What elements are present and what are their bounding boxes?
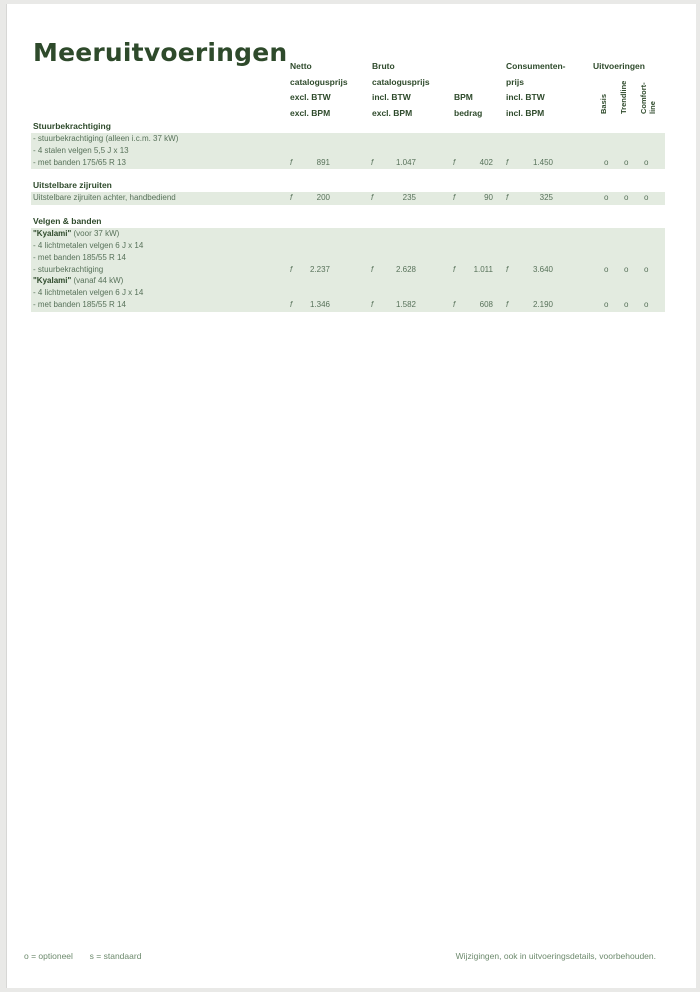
header-comfortline-line: line	[648, 101, 657, 114]
header-netto	[290, 59, 348, 121]
model-name: "Kyalami"	[33, 229, 72, 239]
currency-symbol: f	[506, 264, 509, 274]
header-bruto-line: Bruto	[372, 61, 395, 71]
header-comfortline	[639, 82, 648, 114]
currency-symbol: f	[371, 300, 374, 309]
row-description-line	[33, 193, 176, 202]
price-netto: 2.237	[309, 264, 330, 274]
header-uitvoeringen-label: Uitvoeringen	[593, 61, 645, 71]
row-description-text: - stuurbekrachtiging (alleen i.c.m. 37 kW)	[33, 134, 179, 143]
option-availability: o	[624, 157, 629, 167]
section-title: Uitstelbare zijruiten	[33, 180, 112, 191]
option-availability: o	[604, 300, 609, 309]
currency-symbol: f	[371, 193, 374, 203]
header-bpm	[454, 90, 482, 121]
row-description-line	[33, 265, 103, 274]
price-consument: 2.190	[532, 300, 553, 309]
currency-symbol: f	[290, 300, 293, 309]
legend	[24, 951, 141, 961]
header-comfortline-2	[648, 101, 657, 114]
price-consument: 325	[539, 193, 553, 203]
section-title: Velgen & banden	[33, 216, 102, 227]
header-uitvoeringen	[593, 59, 645, 75]
option-availability: o	[644, 193, 649, 203]
row-description-text: Uitstelbare zijruiten achter, handbediend	[33, 193, 176, 203]
row-description-line	[33, 300, 126, 309]
row-description-text: - met banden 175/65 R 13	[33, 157, 126, 167]
price-consument: 3.640	[532, 264, 553, 274]
option-availability: o	[604, 264, 609, 274]
option-availability: o	[644, 300, 649, 309]
currency-symbol: f	[290, 264, 293, 274]
table-row	[31, 228, 665, 276]
currency-symbol: f	[290, 157, 293, 167]
row-description-text: - stuurbekrachtiging	[33, 264, 104, 274]
option-availability: o	[624, 193, 629, 203]
model-name: "Kyalami"	[33, 276, 72, 286]
row-description-line	[33, 253, 126, 262]
header-consument-line: incl. BPM	[506, 107, 545, 118]
price-bpm: 402	[479, 157, 493, 167]
currency-symbol: f	[453, 193, 456, 203]
header-trendline: Trendline	[619, 80, 628, 114]
row-description-text: (voor 37 kW)	[71, 229, 120, 239]
row-description-line	[33, 276, 123, 285]
row-description-text: - 4 lichtmetalen velgen 6 J x 14	[33, 241, 144, 250]
legend-optional: o = optioneel	[24, 951, 73, 961]
page-title: Meeruitvoeringen	[33, 38, 288, 67]
price-netto: 891	[316, 157, 330, 167]
header-consument-line: Consumenten-	[506, 61, 566, 71]
price-bpm: 90	[484, 193, 493, 203]
currency-symbol: f	[371, 157, 374, 167]
price-netto: 200	[316, 193, 330, 203]
currency-symbol: f	[371, 264, 374, 274]
legend-standard: s = standaard	[89, 951, 142, 961]
price-bpm: 1.011	[473, 264, 493, 274]
header-bpm-line: BPM	[454, 92, 473, 102]
price-netto: 1.346	[309, 300, 330, 309]
price-bruto: 235	[402, 193, 416, 203]
currency-symbol: f	[453, 157, 456, 167]
header-comfortline-line: Comfort-	[639, 82, 648, 114]
row-description-text: (vanaf 44 kW)	[71, 276, 124, 286]
price-bpm: 608	[479, 300, 493, 309]
currency-symbol: f	[290, 193, 293, 203]
currency-symbol: f	[453, 300, 456, 309]
header-bruto	[372, 59, 430, 121]
option-availability: o	[624, 300, 629, 309]
currency-symbol: f	[506, 193, 509, 203]
option-availability: o	[644, 264, 649, 274]
option-availability: o	[644, 157, 649, 167]
currency-symbol: f	[506, 300, 509, 309]
section-title: Stuurbekrachtiging	[33, 121, 111, 131]
row-description-line	[33, 288, 143, 297]
header-netto-line: catalogusprijs	[290, 76, 348, 87]
row-description-text: - met banden 185/55 R 14	[33, 252, 126, 262]
currency-symbol: f	[453, 264, 456, 274]
row-description-line	[33, 146, 129, 155]
option-availability: o	[604, 193, 609, 203]
price-consument: 1.450	[532, 157, 553, 167]
option-availability: o	[604, 157, 609, 167]
header-bruto-line: catalogusprijs	[372, 76, 430, 87]
header-consument-line: prijs	[506, 76, 524, 87]
disclaimer: Wijzigingen, ook in uitvoeringsdetails, voorbehouden.	[455, 951, 656, 961]
row-description-line	[33, 158, 126, 167]
header-consument	[506, 59, 566, 121]
row-description-text: - 4 lichtmetalen velgen 6 J x 14	[33, 288, 144, 298]
row-description-line	[33, 134, 178, 143]
header-bpm-line: bedrag	[454, 107, 483, 118]
option-availability: o	[624, 264, 629, 274]
row-description-text: - met banden 185/55 R 14	[33, 300, 126, 309]
header-netto-line: Netto	[290, 61, 312, 71]
row-description-line	[33, 241, 143, 250]
header-netto-line: excl. BTW	[290, 92, 331, 102]
currency-symbol: f	[506, 157, 509, 167]
page	[6, 4, 696, 988]
header-basis: Basis	[599, 93, 608, 114]
header-bruto-line: incl. BTW	[372, 92, 411, 102]
price-bruto: 1.582	[395, 300, 416, 309]
row-description-text: - 4 stalen velgen 5,5 J x 13	[33, 145, 129, 155]
price-bruto: 1.047	[395, 157, 416, 167]
price-bruto: 2.628	[395, 264, 416, 274]
header-consument-line: incl. BTW	[506, 92, 545, 102]
row-description-line	[33, 229, 119, 238]
header-netto-line: excl. BPM	[290, 107, 331, 118]
header-bruto-line: excl. BPM	[372, 107, 413, 118]
